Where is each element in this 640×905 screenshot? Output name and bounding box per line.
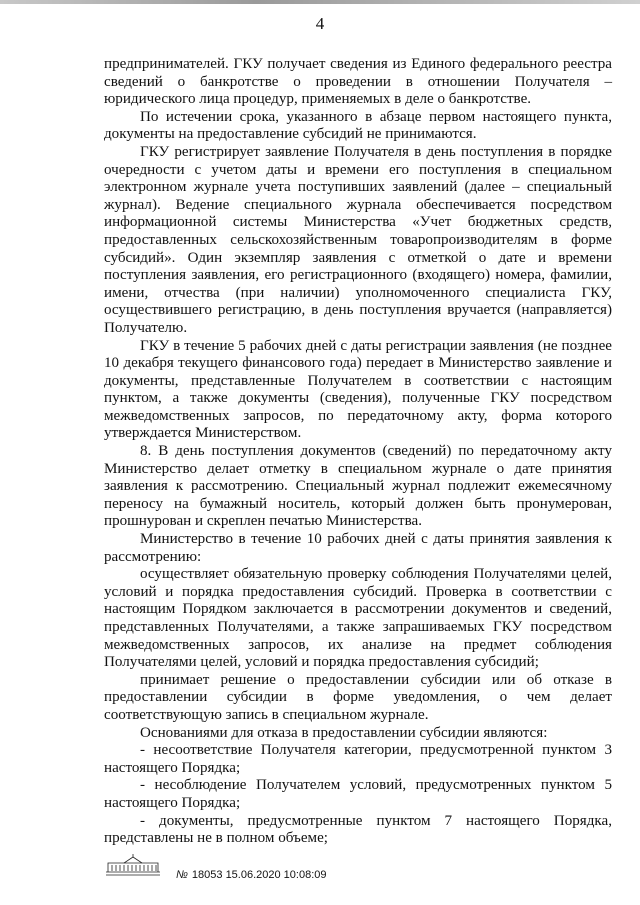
paragraph-8: принимает решение о предоставлении субсидии или об отказе в предоставлении субсидии в форме уведомления, о чем делает соответствующую запись в специальном журнале.: [104, 671, 612, 723]
scan-top-edge: [0, 0, 640, 4]
paragraph-6: Министерство в течение 10 рабочих дней с даты принятия заявления к рассмотрению:: [104, 531, 612, 565]
paragraph-4: ГКУ в течение 5 рабочих дней с даты регистрации заявления (не позднее 10 декабря текущего финансового года) передает в Министерство заявление и документы, представленные Получателем в соответствии с настоящим пунктом, а также документы (сведения), полученные ГКУ посредством межведомственных запросов, по передаточному акту, форма которого утверждается Министерством.: [104, 337, 612, 442]
paragraph-7: осуществляет обязательную проверку соблюдения Получателями целей, условий и порядка предоставления субсидий. Проверка в соответствии с настоящим Порядком заключается в рассмотрении документов и сведений, представленных Получателями, а также запрашиваемых ГКУ посредством межведомственных запросов, их анализе на предмет соблюдения Получателями целей, условий и порядка предоставления субсидий;: [104, 566, 612, 671]
stamp-number-sign: №: [176, 869, 188, 881]
paragraph-5: 8. В день поступления документов (сведений) по передаточному акту Министерство делает отметку в специальном журнале о дате принятия заявления к рассмотрению. Специальный журнал подлежит ежемесячному переносу на бумажный носитель, который должен быть пронумерован, прошнурован и скреплен печатью Министерства.: [104, 443, 612, 530]
paragraph-11: - несоблюдение Получателем условий, предусмотренных пунктом 5 настоящего Порядка;: [104, 777, 612, 811]
building-logo-icon: [104, 852, 162, 878]
paragraph-12: - документы, предусмотренные пунктом 7 настоящего Порядка, представлены не в полном объеме;: [104, 812, 612, 847]
registration-stamp: [176, 869, 327, 881]
page-number: 4: [315, 14, 325, 33]
paragraph-2: По истечении срока, указанного в абзаце первом настоящего пункта, документы на предоставление субсидий не принимаются.: [104, 108, 612, 143]
paragraph-10: - несоответствие Получателя категории, предусмотренной пунктом 3 настоящего Порядка;: [104, 742, 612, 776]
paragraph-1: предпринимателей. ГКУ получает сведения из Единого федерального реестра сведений о банкротстве о проведении в отношении Получателя – юридического лица процедур, применяемых в деле о банкротстве.: [104, 56, 612, 108]
document-body: [104, 56, 612, 848]
stamp-text: 18053 15.06.2020 10:08:09: [191, 869, 327, 881]
paragraph-9: Основаниями для отказа в предоставлении субсидии являются:: [140, 724, 548, 741]
paragraph-3: ГКУ регистрирует заявление Получателя в день поступления в порядке очередности с учетом даты и времени его поступления в специальном электронном журнале учета поступивших заявлений (далее – специальный журнал). Ведение специального журнала обеспечивается посредством информационной системы Министерства «Учет бюджетных средств, предоставленных сельскохозяйственным товаропроизводителям в форме субсидий». Один экземпляр заявления с отметкой о дате и времени поступления заявления, его регистрационного (входящего) номера, фамилии, имени, отчества (при наличии) уполномоченного специалиста ГКУ, осуществившего регистрацию, в день поступления вручается (направляется) Получателю.: [104, 143, 612, 336]
